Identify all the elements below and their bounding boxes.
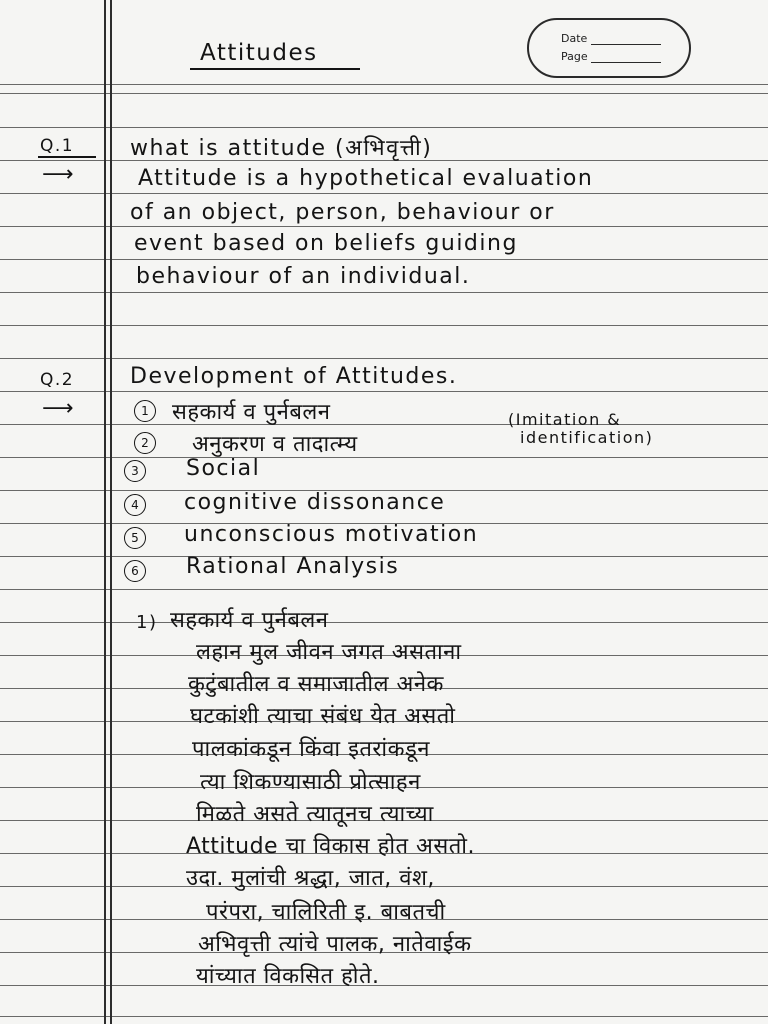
rule-line	[0, 985, 768, 986]
section-1-line-6: मिळते असते त्यातूनच त्याच्या	[196, 802, 434, 827]
margin-line	[110, 0, 112, 1024]
item-number: 3	[124, 460, 146, 482]
rule-line	[0, 259, 768, 260]
q1-question: what is attitude (अभिवृत्ती)	[130, 136, 433, 161]
q1-number-underline	[38, 156, 96, 158]
q2-heading: Development of Attitudes.	[130, 364, 458, 389]
dev-item-1: सहकार्य व पुर्नबलन	[172, 400, 331, 425]
section-1-line-3: घटकांशी त्याचा संबंध येत असतो	[190, 704, 456, 729]
rule-line	[0, 127, 768, 128]
section-1-line-11: यांच्यात विकसित होते.	[196, 964, 380, 989]
section-1-line-8: उदा. मुलांची श्रद्धा, जात, वंश,	[186, 866, 435, 891]
arrow-icon: ⟶	[42, 162, 76, 187]
dev-item-2-note-1: (Imitation &	[508, 410, 622, 429]
dev-item-5: unconscious motivation	[184, 522, 479, 547]
rule-line	[0, 325, 768, 326]
arrow-icon: ⟶	[42, 396, 76, 421]
margin-line	[104, 0, 106, 1024]
page-line	[591, 62, 661, 63]
item-number: 1	[134, 400, 156, 422]
section-1-line-4: पालकांकडून किंवा इतरांकडून	[192, 737, 431, 762]
title-underline	[190, 68, 360, 70]
rule-line	[0, 1016, 768, 1017]
dev-item-4: cognitive dissonance	[184, 490, 446, 515]
q2-number: Q.2	[40, 370, 75, 390]
rule-line	[0, 589, 768, 590]
dev-item-2-note-2: identification)	[520, 428, 654, 447]
page-title: Attitudes	[200, 40, 318, 66]
rule-line	[0, 457, 768, 458]
dev-item-6: Rational Analysis	[186, 554, 400, 579]
date-line	[591, 44, 661, 45]
section-1-line-1: लहान मुल जीवन जगत असताना	[196, 640, 462, 665]
rule-line	[0, 226, 768, 227]
rule-line	[0, 93, 768, 94]
rule-line	[0, 292, 768, 293]
dev-item-2: अनुकरण व तादात्म्य	[192, 432, 358, 457]
rule-line	[0, 391, 768, 392]
rule-line	[0, 358, 768, 359]
item-number: 5	[124, 527, 146, 549]
rule-line	[0, 193, 768, 194]
rule-line	[0, 84, 768, 85]
date-label: Date	[561, 32, 588, 45]
section-1-line-2: कुटुंबातील व समाजातील अनेक	[188, 672, 444, 697]
rule-line	[0, 424, 768, 425]
section-1-line-7: Attitude चा विकास होत असतो.	[186, 834, 475, 859]
q1-answer-line-3: event based on beliefs guiding	[134, 231, 518, 256]
q1-answer-line-4: behaviour of an individual.	[136, 264, 471, 289]
q1-answer-line-2: of an object, person, behaviour or	[130, 200, 555, 225]
dev-item-3: Social	[186, 456, 261, 481]
item-number: 4	[124, 494, 146, 516]
section-1-number: 1)	[136, 612, 158, 633]
section-1-line-10: अभिवृत्ती त्यांचे पालक, नातेवाईक	[198, 932, 472, 957]
q1-number: Q.1	[40, 136, 75, 156]
page-label: Page	[561, 50, 588, 63]
item-number: 2	[134, 432, 156, 454]
item-number: 6	[124, 560, 146, 582]
rule-line	[0, 622, 768, 623]
section-1-title: सहकार्य व पुर्नबलन	[170, 608, 329, 633]
q1-answer-line-1: Attitude is a hypothetical evaluation	[138, 166, 594, 191]
date-page-stamp	[527, 18, 691, 78]
section-1-line-9: परंपरा, चालिरिती इ. बाबतची	[206, 900, 446, 925]
section-1-line-5: त्या शिकण्यासाठी प्रोत्साहन	[200, 770, 421, 795]
